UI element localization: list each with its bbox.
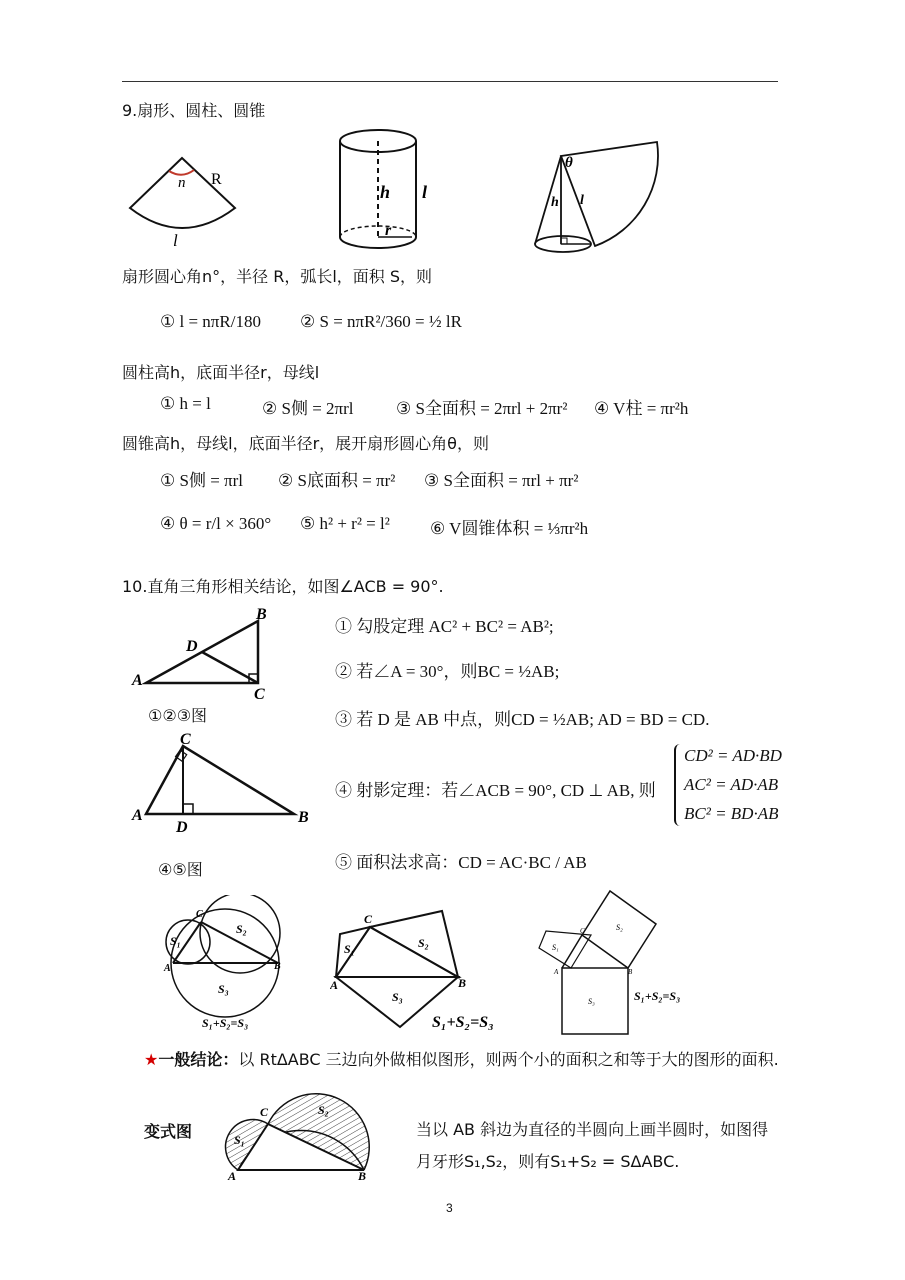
cone-formula-1: ① S侧 = πrl	[160, 471, 243, 490]
page-number: 3	[446, 1201, 453, 1215]
svg-text:A: A	[228, 1169, 237, 1183]
figure-2-caption: ④⑤图	[158, 860, 203, 879]
svg-text:D: D	[186, 638, 198, 655]
svg-text:B: B	[358, 1169, 367, 1183]
right-triangle-f5: ⑤ 面积法求高：CD = AC·BC / AB	[335, 853, 587, 872]
cylinder-formula-2: ② S侧 = 2πrl	[262, 399, 354, 418]
figure-1-caption: ①②③图	[148, 706, 208, 725]
right-triangle-f2: ② 若∠A = 30°，则BC = ½AB;	[335, 662, 560, 681]
right-triangle-f4: ④ 射影定理：若∠ACB = 90°, CD ⊥ AB, 则	[335, 781, 656, 800]
svg-text:C: C	[254, 686, 265, 703]
svg-text:S₃: S₃	[588, 997, 595, 1006]
section9-title: 9.扇形、圆柱、圆锥	[122, 101, 266, 120]
svg-text:S₂: S₂	[318, 1103, 329, 1117]
sector-radius-label: R	[211, 171, 222, 188]
svg-text:S₁: S₁	[344, 942, 355, 956]
svg-text:S₃: S₃	[218, 982, 229, 996]
cylinder-figure	[330, 125, 440, 257]
svg-text:S₂: S₂	[616, 923, 623, 932]
svg-text:C: C	[260, 1105, 269, 1119]
svg-text:B: B	[458, 976, 467, 990]
cone-formula-2: ② S底面积 = πr²	[278, 471, 396, 490]
svg-text:B: B	[256, 606, 267, 623]
cone-formula-3: ③ S全面积 = πrl + πr²	[424, 471, 579, 490]
svg-text:C: C	[180, 732, 191, 748]
cylinder-h-label: h	[380, 182, 391, 202]
general-text: 以 RtΔABC 三边向外做相似图形，则两个小的面积之和等于大的图形的面积.	[238, 1050, 779, 1069]
cylinder-formula-1: ① h = l	[160, 394, 211, 413]
sector-intro: 扇形圆心角n°，半径 R，弧长l，面积 S，则	[122, 267, 433, 286]
right-triangle-f1: ① 勾股定理 AC² + BC² = AB²;	[335, 617, 554, 636]
right-triangle-f3: ③ 若 D 是 AB 中点，则CD = ½AB; AD = BD = CD.	[335, 710, 710, 729]
triangle-similar-eq: S₁+S₂=S₃	[432, 1014, 494, 1031]
cone-theta-label: θ	[565, 155, 573, 171]
section10-title: 10.直角三角形相关结论，如图∠ACB = 90°.	[122, 577, 444, 596]
cone-formula-5: ⑤ h² + r² = l²	[300, 514, 390, 533]
cylinder-r-label: r	[385, 222, 392, 239]
cone-intro: 圆锥高h，母线l，底面半径r，展开扇形圆心角θ，则	[122, 434, 489, 453]
svg-text:B: B	[628, 968, 633, 976]
cylinder-l-label: l	[422, 182, 428, 202]
cylinder-formula-4: ④ V柱 = πr²h	[594, 399, 689, 418]
svg-text:S₂: S₂	[418, 936, 429, 950]
svg-text:A: A	[132, 672, 143, 689]
svg-text:S₃: S₃	[392, 990, 403, 1004]
svg-text:S₁: S₁	[234, 1133, 245, 1147]
cylinder-intro: 圆柱高h，底面半径r，母线l	[122, 363, 320, 382]
semicircle-figure	[158, 895, 288, 1035]
projection-line-1: CD² = AD·BD	[684, 746, 782, 765]
header-rule	[122, 81, 778, 82]
svg-text:A: A	[330, 978, 339, 992]
triangle-figure-1	[128, 605, 278, 705]
svg-text:S₁: S₁	[552, 943, 559, 952]
svg-text:A: A	[132, 807, 143, 824]
semicircle-eq: S₁+S₂=S₃	[202, 1016, 249, 1030]
svg-text:A: A	[164, 963, 171, 974]
sector-figure	[125, 150, 245, 255]
projection-line-2: AC² = AD·AB	[684, 775, 779, 794]
projection-line-3: BC² = BD·AB	[684, 804, 779, 823]
triangle-figure-2	[128, 732, 313, 837]
variant-text: 当以 AB 斜边为直径的半圆向上画半圆时，如图得月牙形S₁,S₂，则有S₁+S₂ = SΔABC.	[416, 1120, 769, 1171]
variant-label: 变式图	[144, 1122, 193, 1141]
svg-text:C: C	[580, 927, 585, 935]
square-figure	[532, 888, 692, 1036]
svg-text:A: A	[554, 968, 559, 976]
cylinder-formula-3: ③ S全面积 = 2πrl + 2πr²	[396, 399, 568, 418]
variant-figure	[220, 1088, 380, 1183]
svg-text:C: C	[364, 912, 373, 926]
svg-text:B: B	[274, 961, 281, 972]
sector-angle-label: n	[178, 175, 186, 191]
general-title: 一般结论：	[158, 1050, 239, 1069]
sector-arc-label: l	[173, 231, 178, 250]
cone-formula-4: ④ θ = r/l × 360°	[160, 514, 272, 533]
cone-formula-6: ⑥ V圆锥体积 = ⅓πr²h	[430, 519, 589, 538]
svg-text:C: C	[196, 909, 203, 920]
svg-text:S₁: S₁	[170, 934, 181, 948]
sector-formula-2: ② S = nπR²/360 = ½ lR	[300, 312, 462, 331]
svg-text:D: D	[176, 819, 188, 836]
star-icon: ★	[144, 1050, 159, 1069]
projection-brace	[674, 744, 684, 826]
sector-formula-1: ① l = nπR/180	[160, 312, 261, 331]
cone-figure	[525, 130, 665, 260]
cone-l-label: l	[580, 193, 584, 208]
svg-text:S₂: S₂	[236, 922, 247, 936]
cone-h-label: h	[551, 195, 559, 210]
general-conclusion	[144, 1046, 784, 1074]
triangle-similar-figure	[330, 905, 510, 1035]
square-eq: S₁+S₂=S₃	[634, 989, 681, 1003]
svg-text:B: B	[298, 809, 309, 826]
